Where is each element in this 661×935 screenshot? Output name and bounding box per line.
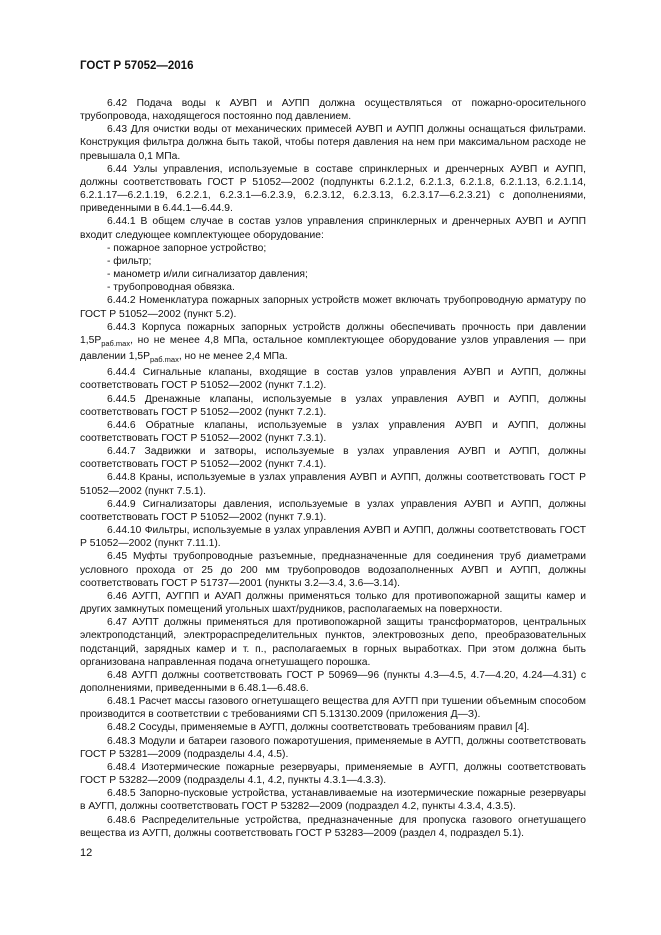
paragraph-6-43: 6.43 Для очистки воды от механических примесей АУВП и АУПП должны оснащаться фильтрами. Конструкция фильтра должна быть такой, чтобы потеря давления на нем при максимальном расходе не превышала 0,1 МПа. xyxy=(80,124,586,162)
paragraph-6-48-6: 6.48.6 Распределительные устройства, предназначенные для пропуска газового огнетушащего вещества из АУГП, должны соответствовать ГОСТ Р 53283—2009 (раздел 4, подраздел 5.1). xyxy=(80,814,586,839)
subscript: раб.max xyxy=(149,355,179,365)
subscript: раб.max xyxy=(101,338,131,348)
paragraph-6-42: 6.42 Подача воды к АУВП и АУПП должна осуществляться от пожарно-оросительного трубопровода, находящегося постоянно под давлением. xyxy=(80,98,586,123)
document-body xyxy=(80,97,586,840)
text-run: , но не менее 4,8 МПа, остальное комплектующее оборудование узлов управления — при давлении 1,5Р xyxy=(80,334,586,363)
paragraph-6-44-9: 6.44.9 Сигнализаторы давления, используемые в узлах управления АУВП и АУПП, должны соответствовать ГОСТ Р 51052—2002 (пункт 7.9.1). xyxy=(80,498,586,523)
paragraph-6-48-3: 6.48.3 Модули и батареи газового пожаротушения, применяемые в АУГП, должны соответствовать ГОСТ Р 53281—2009 (подразделы 4.4, 4.5). xyxy=(80,735,586,760)
paragraph-6-44-8: 6.44.8 Краны, используемые в узлах управления АУВП и АУПП, должны соответствовать ГОСТ Р 51052—2002 (пункт 7.5.1). xyxy=(80,472,586,497)
paragraph-6-44-1: 6.44.1 В общем случае в состав узлов управления спринклерных и дренчерных АУВП и АУПП входит следующее комплектующее оборудование: xyxy=(80,216,586,241)
paragraph-6-48-4: 6.48.4 Изотермические пожарные резервуары, применяемые в АУГП, должны соответствовать ГОСТ Р 53282—2009 (подразделы 4.1, 4.2, пункты 4.3.1—4.3.3). xyxy=(80,761,586,787)
paragraph-6-44-7: 6.44.7 Задвижки и затворы, используемые в узлах управления АУВП и АУПП, должны соответствовать ГОСТ Р 51052—2002 (пункт 7.4.1). xyxy=(80,446,586,471)
text-run: , но не менее 2,4 МПа. xyxy=(178,351,288,363)
paragraph-6-44-3 xyxy=(80,321,586,367)
paragraph-6-46: 6.46 АУГП, АУГПП и АУАП должны применяться только для противопожарной защиты камер и других замкнутых помещений угольных шахт/рудников, располагаемых на поверхности. xyxy=(80,590,586,616)
list-item: - пожарное запорное устройство; xyxy=(107,242,267,254)
page-number: 12 xyxy=(80,847,93,859)
paragraph-6-44: 6.44 Узлы управления, используемые в составе спринклерных и дренчерных АУВП и АУПП, должны соответствовать ГОСТ Р 51052—2002 (подпункты 6.2.1.2, 6.2.1.3, 6.2.1.8, 6.2.1.13, 6.2.1.14, 6.2.1.17—6.2.1.19, 6.2.2.1, 6.2.3.1—6.2.3.9, 6.2.3.12, 6.2.3.13, 6.2.3.17—6.2.3.21) с дополнениями, приведенными в 6.44.1—6.44.9. xyxy=(80,163,586,215)
document-header: ГОСТ Р 57052—2016 xyxy=(80,60,194,72)
paragraph-6-48-5: 6.48.5 Запорно-пусковые устройства, устанавливаемые на изотермические пожарные резервуары в АУГП, должны соответствовать ГОСТ Р 53282—2009 (подраздел 4.2, пункты 4.3.4, 4.3.5). xyxy=(80,788,586,813)
paragraph-6-48-1: 6.48.1 Расчет массы газового огнетушащего вещества для АУГП при тушении объемным способом производится в соответствии с требованиями СП 5.13130.2009 (приложения Д—З). xyxy=(80,696,586,721)
paragraph-6-44-4: 6.44.4 Сигнальные клапаны, входящие в состав узлов управления АУВП и АУПП, должны соответствовать ГОСТ Р 51052—2002 (пункт 7.1.2). xyxy=(80,367,586,392)
paragraph-6-44-5: 6.44.5 Дренажные клапаны, используемые в узлах управления АУВП и АУПП, должны соответствовать ГОСТ Р 51052—2002 (пункт 7.2.1). xyxy=(80,393,586,418)
paragraph-6-48: 6.48 АУГП должны соответствовать ГОСТ Р 50969—96 (пункты 4.3—4.5, 4.7—4.20, 4.24—4.31) с дополнениями, приведенными в 6.48.1—6.48.6. xyxy=(80,669,586,694)
paragraph-6-48-2: 6.48.2 Сосуды, применяемые в АУГП, должны соответствовать требованиям правил [4]. xyxy=(107,722,530,734)
paragraph-6-45: 6.45 Муфты трубопроводные разъемные, предназначенные для соединения труб диаметрами условного прохода от 25 до 200 мм трубопроводов водозаполненных АУВП и АУПП, должны соответствовать ГОСТ Р 51737—2001 (пункты 3.2—3.4, 3.6—3.14). xyxy=(80,551,586,589)
list-item: - манометр и/или сигнализатор давления; xyxy=(107,269,308,281)
text-run: 6.44.3 Корпуса пожарных запорных устройств должны обеспечивать прочность при давлении 1,5Р xyxy=(80,321,586,346)
list-item: - фильтр; xyxy=(107,255,152,267)
paragraph-6-44-10: 6.44.10 Фильтры, используемые в узлах управления АУВП и АУПП, должны соответствовать ГОСТ Р 51052—2002 (пункт 7.11.1). xyxy=(80,525,586,550)
paragraph-6-44-2: 6.44.2 Номенклатура пожарных запорных устройств может включать трубопроводную арматуру по ГОСТ Р 51052—2002 (пункт 5.2). xyxy=(80,295,586,320)
paragraph-6-47: 6.47 АУПТ должны применяться для противопожарной защиты трансформаторов, центральных электроподстанций, электрораспределительных пунктов, электровозных депо, преобразовательных подстанций, зарядных камер и т. п., располагаемых в горных выработках. При этом должна быть организована направленная подача огнетушащего порошка. xyxy=(80,617,586,668)
paragraph-6-44-6: 6.44.6 Обратные клапаны, используемые в узлах управления АУВП и АУПП, должны соответствовать ГОСТ Р 51052—2002 (пункт 7.3.1). xyxy=(80,419,586,444)
list-item: - трубопроводная обвязка. xyxy=(107,282,235,294)
